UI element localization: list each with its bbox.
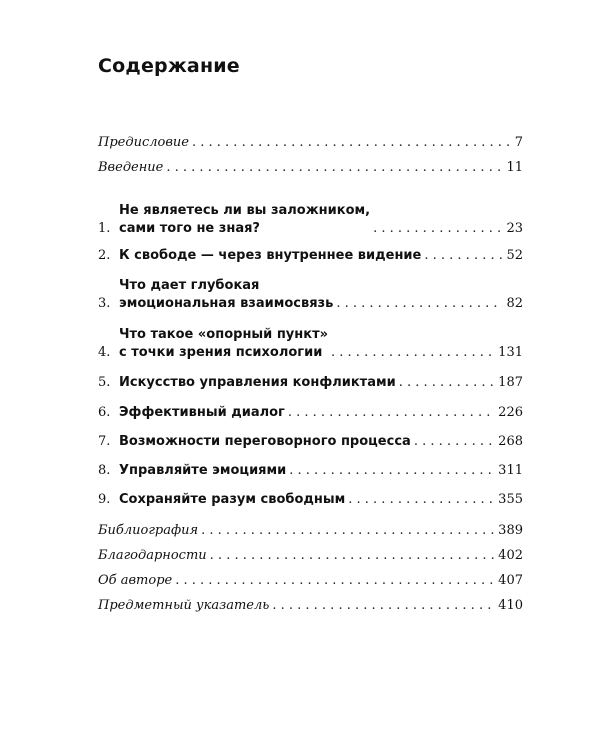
- dot-leader: [336, 295, 503, 313]
- toc-entry-introduction[interactable]: [98, 159, 523, 177]
- toc-chapter-8[interactable]: [98, 462, 523, 480]
- dot-leader: [272, 597, 495, 615]
- dot-leader: [289, 462, 495, 480]
- chapter-title-line1: Что такое «опорный пункт»: [119, 327, 329, 342]
- toc-chapter-6[interactable]: [98, 404, 523, 422]
- chapter-title-line1: Что дает глубокая: [119, 278, 260, 293]
- chapter-number: 2.: [98, 248, 111, 263]
- chapter-page: 355: [498, 492, 523, 507]
- toc-entry-title: Библиография: [98, 523, 199, 538]
- toc-chapter-4[interactable]: [98, 326, 523, 362]
- dot-leader: [424, 247, 503, 265]
- chapter-title-line2: Возможности переговорного процесса: [119, 434, 411, 449]
- toc-entry-page: 407: [498, 573, 523, 588]
- toc-entry-preface[interactable]: [98, 134, 523, 152]
- chapter-title: [119, 462, 286, 480]
- page-title: Содержание: [98, 55, 240, 77]
- chapter-number: 4.: [98, 345, 111, 360]
- toc-entry-page: 410: [498, 598, 523, 613]
- chapter-title-line2: К свободе — через внутреннее видение: [119, 248, 422, 263]
- chapter-number: 8.: [98, 463, 111, 478]
- dot-leader: [175, 572, 495, 590]
- chapter-number: 5.: [98, 375, 111, 390]
- chapter-page: 131: [498, 345, 523, 360]
- chapter-page: 82: [506, 296, 523, 311]
- toc-entry-bibliography[interactable]: [98, 522, 523, 540]
- dot-leader: [399, 374, 495, 392]
- chapter-number: 7.: [98, 434, 111, 449]
- chapter-number: 3.: [98, 296, 111, 311]
- chapter-title-line2: Искусство управления конфликтами: [119, 375, 396, 390]
- toc-entry-page: 7: [514, 135, 523, 150]
- table-of-contents: [98, 0, 523, 750]
- chapter-title-line2: с точки зрения психологии: [119, 345, 323, 360]
- chapter-page: 52: [506, 248, 523, 263]
- chapter-number: 9.: [98, 492, 111, 507]
- toc-entry-title: Предисловие: [98, 135, 189, 150]
- toc-chapter-3[interactable]: [98, 277, 523, 313]
- toc-chapter-9[interactable]: [98, 491, 523, 509]
- toc-chapter-2[interactable]: [98, 247, 523, 265]
- toc-entry-title: Об авторе: [98, 573, 173, 588]
- dot-leader: [210, 547, 496, 565]
- toc-chapter-1[interactable]: [98, 202, 523, 238]
- chapter-number: 6.: [98, 405, 111, 420]
- chapter-title: [119, 433, 411, 451]
- chapter-page: 187: [498, 375, 523, 390]
- chapter-title: [119, 404, 285, 422]
- toc-chapter-5[interactable]: [98, 374, 523, 392]
- chapter-title: [119, 326, 328, 362]
- chapter-title-line2: Эффективный диалог: [119, 405, 285, 420]
- chapter-page: 226: [498, 405, 523, 420]
- toc-entry-index[interactable]: [98, 597, 523, 615]
- toc-chapter-7[interactable]: [98, 433, 523, 451]
- toc-entry-about-author[interactable]: [98, 572, 523, 590]
- chapter-title: [119, 247, 421, 265]
- toc-entry-acknowledgements[interactable]: [98, 547, 523, 565]
- chapter-title: [119, 277, 333, 313]
- chapter-title-line2: сами того не зная?: [119, 221, 260, 236]
- chapter-title-line1: Не являетесь ли вы заложником,: [119, 203, 371, 218]
- chapter-number: 1.: [98, 221, 111, 236]
- toc-entry-title: Благодарности: [98, 548, 207, 563]
- dot-leader: [373, 220, 503, 238]
- chapter-title: [119, 491, 345, 509]
- dot-leader: [192, 134, 512, 152]
- toc-entry-title: Предметный указатель: [98, 598, 270, 613]
- dot-leader: [166, 159, 503, 177]
- chapter-page: 268: [498, 434, 523, 449]
- chapter-title-line2: Управляйте эмоциями: [119, 463, 287, 478]
- chapter-title-line2: эмоциональная взаимосвязь: [119, 296, 334, 311]
- chapter-title-line2: Сохраняйте разум свободным: [119, 492, 346, 507]
- chapter-page: 23: [506, 221, 523, 236]
- dot-leader: [414, 433, 495, 451]
- chapter-page: 311: [498, 463, 523, 478]
- chapter-title: [119, 202, 370, 238]
- dot-leader: [348, 491, 495, 509]
- dot-leader: [201, 522, 495, 540]
- toc-entry-page: 11: [506, 160, 523, 175]
- dot-leader: [288, 404, 495, 422]
- dot-leader: [331, 344, 495, 362]
- toc-entry-title: Введение: [98, 160, 164, 175]
- toc-entry-page: 402: [498, 548, 523, 563]
- chapter-title: [119, 374, 396, 392]
- toc-entry-page: 389: [498, 523, 523, 538]
